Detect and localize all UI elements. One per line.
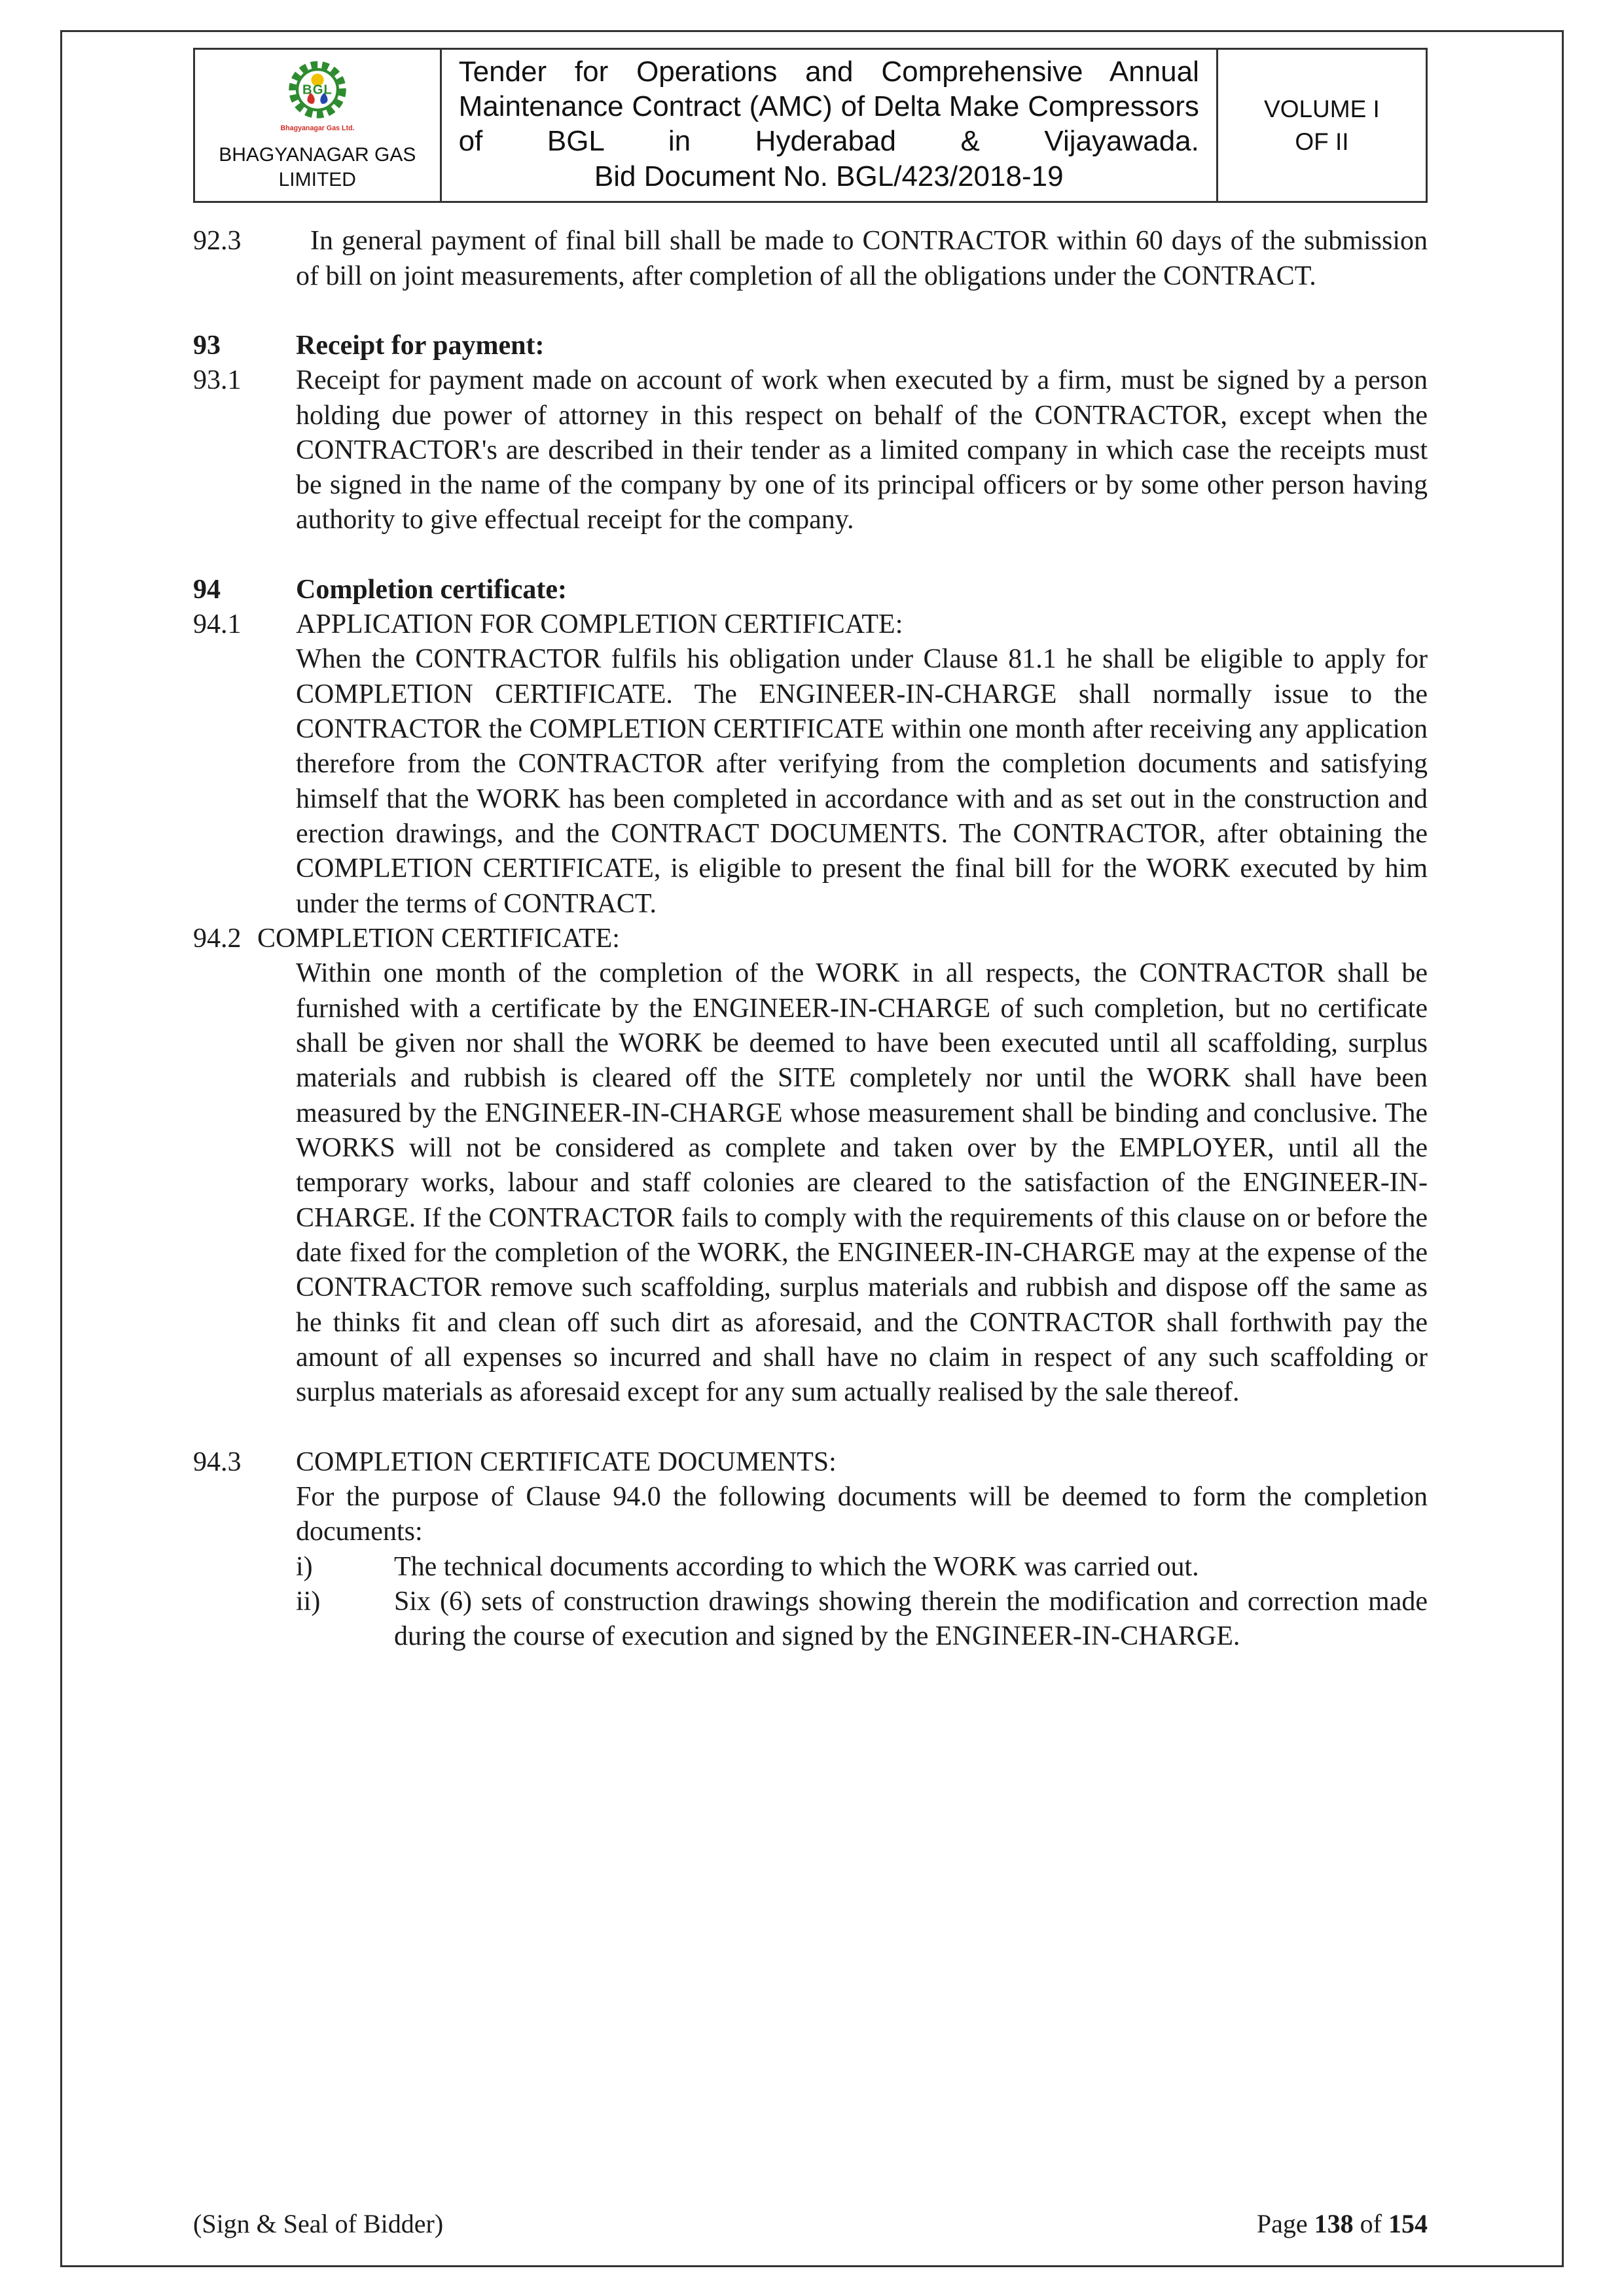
clause-text: In general payment of final bill shall be made to CONTRACTOR within 60 days of the submission of bill on joint measurements, after completion of all the obligations under the CONTRACT. (296, 226, 1428, 291)
clause-number: 93.1 (193, 365, 242, 396)
clause-subheading: COMPLETION CERTIFICATE DOCUMENTS: (296, 1446, 837, 1477)
clause-number: 94.3 (193, 1446, 242, 1477)
document-body (193, 224, 1428, 1654)
organization-name: BHAGYANAGAR GAS LIMITED (219, 144, 416, 190)
logo-cell (194, 49, 441, 202)
clause-heading: Completion certificate: (296, 574, 567, 605)
list-item-text: Six (6) sets of construction drawings showing therein the modification and correction made during the course of execution and signed by the ENGINEER-IN-CHARGE. (394, 1587, 1428, 1652)
clause-text: Within one month of the completion of the WORK in all respects, the CONTRACTOR shall be furnished with a certificate by the ENGINEER-IN-CHARGE of such completion, but no certificate shall be given nor shall the WORK be deemed to have been executed until all scaffolding, surplus materials and rubbish is cleared off the SITE completely nor until the WORK shall have been measured by the ENGINEER-IN-CHARGE whose measurement shall be binding and conclusive. The WORKS will not be considered as complete and taken over by the EMPLOYER, until all the temporary works, labour and staff colonies are cleared to the satisfaction of the ENGINEER-IN-CHARGE. If the CONTRACTOR fails to comply with the requirements of this clause on or before the date fixed for the completion of the WORK, the ENGINEER-IN-CHARGE may at the expense of the CONTRACTOR remove such scaffolding, surplus materials and rubbish and dispose off the same as he thinks fit and clean off such dirt as aforesaid, and the CONTRACTOR shall forthwith pay the amount of all expenses so incurred and shall have no claim in respect of any such scaffolding or surplus materials as aforesaid except for any sum actually realised by the sale thereof. (296, 958, 1428, 1408)
completion-doc-item-ii (296, 1585, 1428, 1655)
page-total: 154 (1388, 2209, 1428, 2238)
list-marker: ii) (296, 1587, 321, 1617)
clause-94 (193, 573, 1428, 607)
volume-cell (1217, 49, 1426, 202)
clause-body (296, 607, 1428, 922)
clause-text: For the purpose of Clause 94.0 the following documents will be deemed to form the completion documents: (296, 1482, 1428, 1547)
completion-doc-item-i (296, 1550, 1428, 1585)
logo-tagline: Bhagyanagar Gas Ltd. (280, 124, 355, 133)
clause-number: 94.1 (193, 609, 242, 640)
clause-number: 94 (193, 574, 221, 605)
clause-number: 92.3 (193, 226, 242, 257)
clause-body (296, 1445, 1428, 1655)
clause-text: When the CONTRACTOR fulfils his obligation under Clause 81.1 he shall be eligible to apply for COMPLETION CERTIFICATE. The ENGINEER-IN-CHARGE shall normally issue to the CONTRACTOR the COMPLETION CERTIFICATE within one month after receiving any application therefore from the CONTRACTOR after verifying from the completion documents and satisfying himself that the WORK has been completed in accordance with and as set out in the construction and erection drawings, and the CONTRACT DOCUMENTS. The CONTRACTOR, after obtaining the COMPLETION CERTIFICATE, is eligible to present the final bill for the WORK executed by him under the terms of CONTRACT. (296, 644, 1428, 919)
bid-document-number: Bid Document No. BGL/423/2018-19 (594, 160, 1064, 193)
clause-94-2 (193, 922, 1428, 1410)
clause-text: Receipt for payment made on account of work when executed by a firm, must be signed by a person holding due power of attorney in this respect on behalf of the CONTRACTOR, except when the CONTRACTOR's are described in their tender as a limited company in which case the receipts must be signed in the name of the company by one of its principal officers or by some other person having authority to give effectual receipt for the company. (296, 365, 1428, 535)
of-word: of (1360, 2209, 1382, 2238)
page-current: 138 (1314, 2209, 1354, 2238)
clause-94-3 (193, 1445, 1428, 1655)
clause-93-1 (193, 363, 1428, 538)
page-word: Page (1256, 2209, 1308, 2238)
volume-line-1: VOLUME I (1264, 95, 1380, 122)
document-header-table (193, 48, 1428, 203)
page-number-indicator (1257, 2208, 1428, 2239)
clause-94-1 (193, 607, 1428, 922)
title-cell (441, 49, 1217, 202)
list-marker: i) (296, 1551, 313, 1582)
list-item-text: The technical documents according to which the WORK was carried out. (394, 1551, 1199, 1582)
clause-number-spacer (193, 956, 296, 1410)
clause-92-3 (193, 224, 1428, 294)
clause-subheading: APPLICATION FOR COMPLETION CERTIFICATE: (296, 609, 903, 640)
clause-93 (193, 329, 1428, 363)
volume-line-2: OF II (1295, 128, 1349, 155)
page-border-frame (60, 30, 1564, 2267)
bgl-logo (268, 58, 367, 141)
clause-heading: Receipt for payment: (296, 330, 545, 361)
logo-acronym: BGL (302, 82, 333, 98)
clause-inline-heading (193, 922, 1428, 956)
document-title: Tender for Operations and Comprehensive Annual Maintenance Contract (AMC) of Delta Make Compressors of BGL in Hyderabad & Vijayawada. (458, 56, 1199, 157)
sign-seal-note: (Sign & Seal of Bidder) (193, 2209, 444, 2238)
clause-number: 94.2 (193, 924, 242, 954)
clause-number: 93 (193, 330, 221, 361)
clause-heading-text: COMPLETION CERTIFICATE: (257, 924, 620, 954)
page-footer (193, 2208, 1428, 2239)
